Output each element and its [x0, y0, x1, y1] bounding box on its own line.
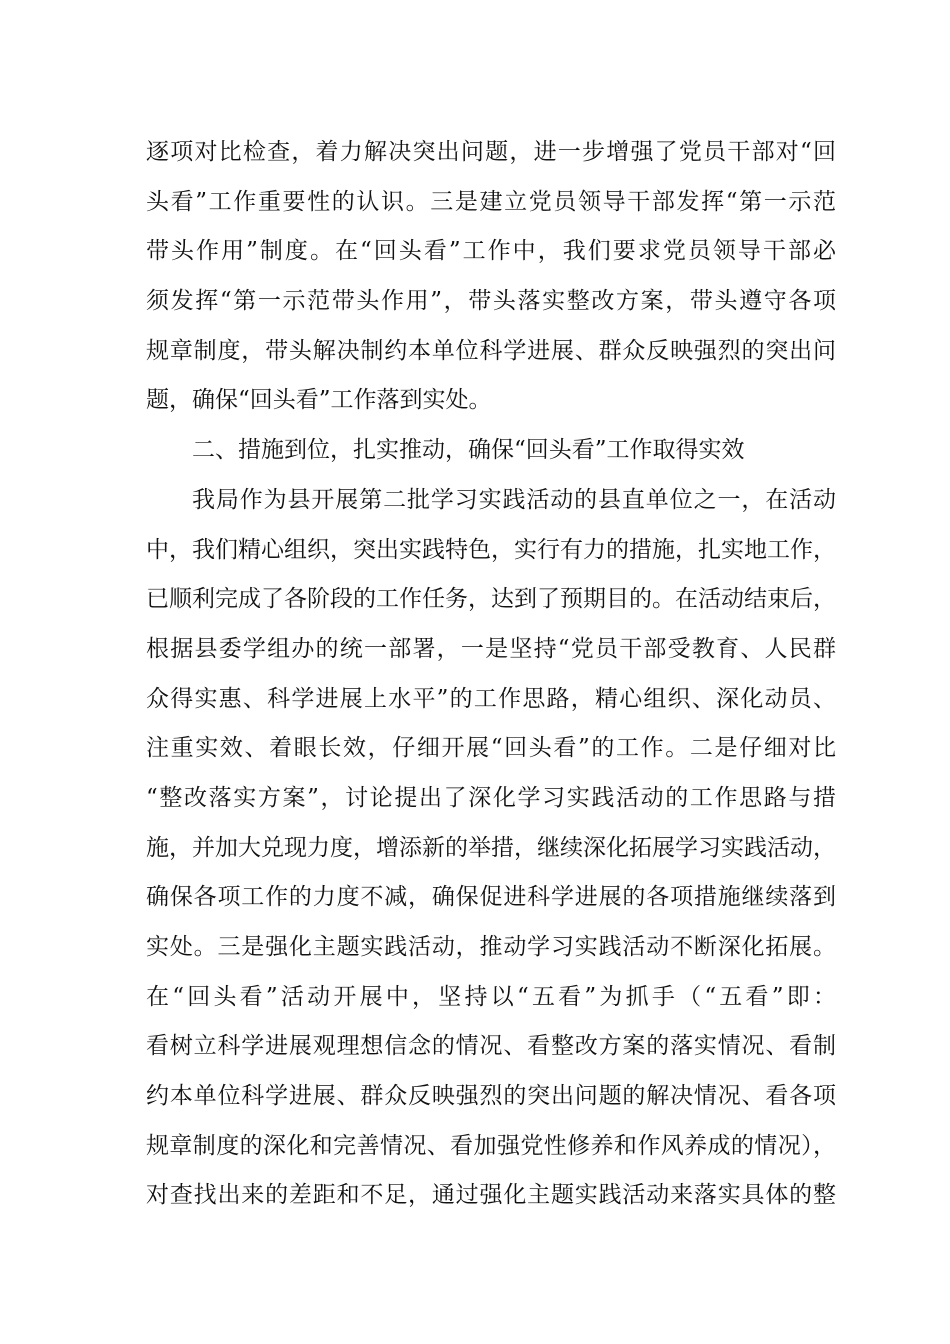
paragraph-line: 我局作为县开展第二批学习实践活动的县直单位之一，在活动	[192, 486, 836, 513]
section-heading: 二、措施到位，扎实推动，确保“回头看”工作取得实效	[192, 437, 745, 464]
paragraph-line: 注重实效、着眼长效，仔细开展“回头看”的工作。二是仔细对比	[146, 735, 836, 762]
paragraph-line: 众得实惠、科学进展上水平”的工作思路，精心组织、深化动员、	[146, 685, 836, 712]
paragraph-line: 对查找出来的差距和不足，通过强化主题实践活动来落实具体的整	[146, 1182, 836, 1209]
paragraph-line: 根据县委学组办的统一部署，一是坚持“党员干部受教育、人民群	[146, 635, 836, 662]
paragraph-line: 题，确保“回头看”工作落到实处。	[146, 387, 492, 414]
paragraph-2	[146, 476, 836, 1221]
document-body	[146, 128, 836, 1221]
paragraph-line: 带头作用”制度。在“回头看”工作中，我们要求党员领导干部必	[146, 238, 836, 265]
paragraph-line: 规章制度，带头解决制约本单位科学进展、群众反映强烈的突出问	[146, 337, 836, 364]
paragraph-1	[146, 128, 836, 426]
paragraph-line: 施，并加大兑现力度，增添新的举措，继续深化拓展学习实践活动，	[146, 834, 836, 861]
paragraph-line: 在“回头看”活动开展中，坚持以“五看”为抓手（“五看”即：	[146, 983, 836, 1010]
paragraph-line: 规章制度的深化和完善情况、看加强党性修养和作风养成的情况），	[146, 1132, 836, 1159]
paragraph-line: 中，我们精心组织，突出实践特色，实行有力的措施，扎实地工作，	[146, 536, 836, 563]
paragraph-line: 须发挥“第一示范带头作用”，带头落实整改方案，带头遵守各项	[146, 288, 836, 315]
paragraph-line: 已顺利完成了各阶段的工作任务，达到了预期目的。在活动结束后，	[146, 586, 836, 613]
paragraph-line: 实处。三是强化主题实践活动，推动学习实践活动不断深化拓展。	[146, 934, 836, 960]
paragraph-line: 约本单位科学进展、群众反映强烈的突出问题的解决情况、看各项	[146, 1083, 836, 1110]
paragraph-line: 逐项对比检查，着力解决突出问题，进一步增强了党员干部对“回	[146, 139, 836, 165]
paragraph-line: 头看”工作重要性的认识。三是建立党员领导干部发挥“第一示范	[146, 188, 836, 215]
paragraph-line: 看树立科学进展观理想信念的情况、看整改方案的落实情况、看制	[146, 1033, 836, 1060]
paragraph-line: 确保各项工作的力度不减，确保促进科学进展的各项措施继续落到	[146, 884, 836, 911]
paragraph-line: “整改落实方案”，讨论提出了深化学习实践活动的工作思路与措	[146, 784, 836, 811]
